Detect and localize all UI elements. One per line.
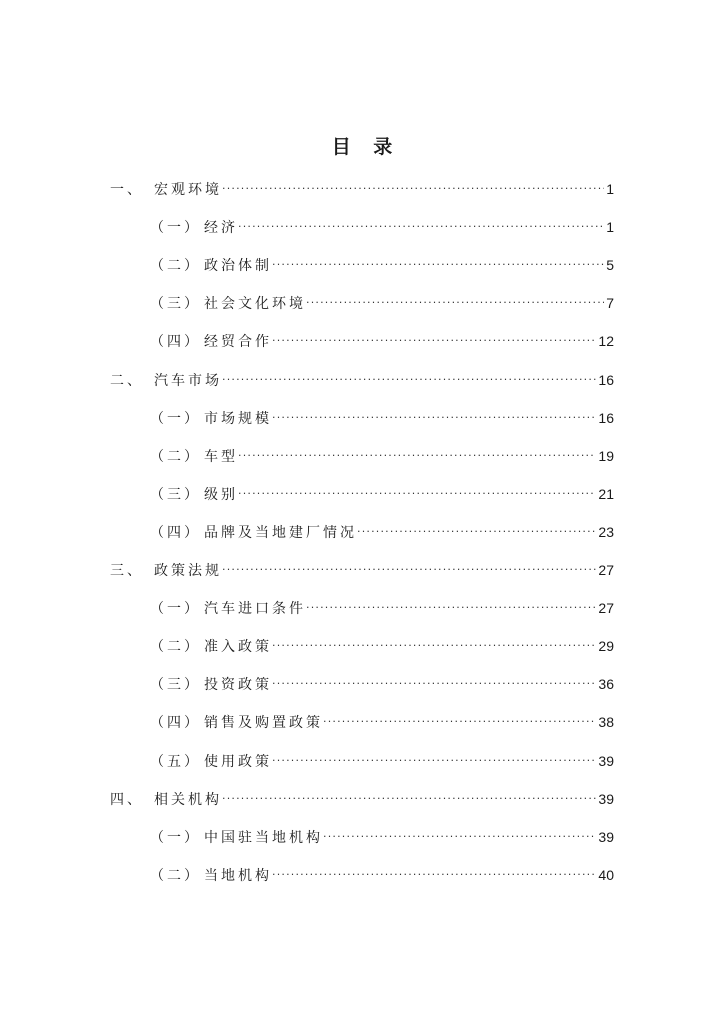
toc-subsection-entry[interactable] bbox=[150, 479, 614, 503]
toc-subsection-entry[interactable] bbox=[150, 631, 614, 655]
toc-dot-leader bbox=[238, 479, 596, 499]
toc-entry-label: 车型 bbox=[204, 449, 238, 465]
toc-page-number: 7 bbox=[606, 295, 614, 311]
toc-entry-number: 一、 bbox=[110, 182, 144, 198]
toc-entry-label: 市场规模 bbox=[204, 411, 272, 427]
toc-dot-leader bbox=[323, 822, 596, 842]
toc-dot-leader bbox=[238, 212, 604, 232]
toc-page-number: 29 bbox=[598, 638, 614, 654]
toc-section-entry[interactable] bbox=[110, 784, 614, 808]
toc-subsection-entry[interactable] bbox=[150, 212, 614, 236]
toc-entry-number: 三、 bbox=[110, 563, 144, 579]
toc-page-number: 27 bbox=[598, 600, 614, 616]
toc-dot-leader bbox=[272, 250, 604, 270]
toc-dot-leader bbox=[272, 669, 596, 689]
toc-entry-label: 宏观环境 bbox=[154, 182, 222, 198]
toc-entry-number: （四） bbox=[150, 334, 201, 350]
toc-page-number: 1 bbox=[606, 181, 614, 197]
toc-page-number: 39 bbox=[598, 829, 614, 845]
toc-entry-label: 当地机构 bbox=[204, 868, 272, 884]
toc-section-entry[interactable] bbox=[110, 365, 614, 389]
toc-dot-leader bbox=[357, 517, 596, 537]
toc-page-number: 12 bbox=[598, 333, 614, 349]
toc-entry-number: 四、 bbox=[110, 792, 144, 808]
toc-entry-number: （四） bbox=[150, 715, 201, 731]
toc-page-number: 38 bbox=[598, 714, 614, 730]
toc-subsection-entry[interactable] bbox=[150, 250, 614, 274]
toc-subsection-entry[interactable] bbox=[150, 441, 614, 465]
toc-section-entry[interactable] bbox=[110, 555, 614, 579]
toc-entry-label: 投资政策 bbox=[204, 677, 272, 693]
toc-page-number: 16 bbox=[598, 372, 614, 388]
toc-dot-leader bbox=[306, 288, 604, 308]
toc-entry-label: 汽车市场 bbox=[154, 373, 222, 389]
toc-title: 目 录 bbox=[331, 136, 401, 158]
toc-dot-leader bbox=[222, 555, 596, 575]
toc-entry-number: （二） bbox=[150, 868, 201, 884]
toc-subsection-entry[interactable] bbox=[150, 517, 614, 541]
toc-dot-leader bbox=[272, 403, 596, 423]
toc-entry-label: 经贸合作 bbox=[204, 334, 272, 350]
toc-entry-number: （三） bbox=[150, 487, 201, 503]
toc-dot-leader bbox=[238, 441, 596, 461]
toc-page-number: 36 bbox=[598, 676, 614, 692]
toc-entry-label: 准入政策 bbox=[204, 639, 272, 655]
toc-page-number: 5 bbox=[606, 257, 614, 273]
toc-entry-label: 政治体制 bbox=[204, 258, 272, 274]
toc-dot-leader bbox=[272, 631, 596, 651]
toc-entry-label: 相关机构 bbox=[154, 792, 222, 808]
toc-entry-number: （一） bbox=[150, 601, 201, 617]
toc-entry-label: 销售及购置政策 bbox=[204, 715, 323, 731]
toc-entry-number: （二） bbox=[150, 258, 201, 274]
toc-entry-number: （二） bbox=[150, 639, 201, 655]
toc-dot-leader bbox=[222, 174, 604, 194]
toc-entry-number: （一） bbox=[150, 830, 201, 846]
toc-page-number: 39 bbox=[598, 753, 614, 769]
toc-entry-label: 政策法规 bbox=[154, 563, 222, 579]
toc-entry-label: 汽车进口条件 bbox=[204, 601, 306, 617]
toc-dot-leader bbox=[272, 326, 596, 346]
toc-dot-leader bbox=[323, 707, 596, 727]
toc-page-number: 40 bbox=[598, 867, 614, 883]
toc-dot-leader bbox=[306, 593, 596, 613]
toc-entry-label: 经济 bbox=[204, 220, 238, 236]
toc-entry-number: （二） bbox=[150, 449, 201, 465]
toc-entry-number: （四） bbox=[150, 525, 201, 541]
toc-dot-leader bbox=[272, 860, 596, 880]
toc-entry-number: （三） bbox=[150, 296, 201, 312]
toc-subsection-entry[interactable] bbox=[150, 822, 614, 846]
toc-entry-label: 使用政策 bbox=[204, 754, 272, 770]
toc-page-number: 39 bbox=[598, 791, 614, 807]
toc-page-number: 23 bbox=[598, 524, 614, 540]
toc-dot-leader bbox=[222, 784, 596, 804]
toc-entry-number: 二、 bbox=[110, 373, 144, 389]
toc-page-number: 19 bbox=[598, 448, 614, 464]
toc-subsection-entry[interactable] bbox=[150, 860, 614, 884]
toc-page-number: 21 bbox=[598, 486, 614, 502]
toc-section-entry[interactable] bbox=[110, 174, 614, 198]
toc-entry-number: （五） bbox=[150, 754, 201, 770]
toc-subsection-entry[interactable] bbox=[150, 593, 614, 617]
toc-entry-label: 中国驻当地机构 bbox=[204, 830, 323, 846]
toc-page-number: 27 bbox=[598, 562, 614, 578]
toc-subsection-entry[interactable] bbox=[150, 326, 614, 350]
toc-entry-number: （一） bbox=[150, 411, 201, 427]
toc-page-number: 16 bbox=[598, 410, 614, 426]
toc-entry-label: 品牌及当地建厂情况 bbox=[204, 525, 357, 541]
toc-subsection-entry[interactable] bbox=[150, 746, 614, 770]
toc-subsection-entry[interactable] bbox=[150, 669, 614, 693]
toc-dot-leader bbox=[222, 365, 596, 385]
toc-entry-number: （三） bbox=[150, 677, 201, 693]
toc-subsection-entry[interactable] bbox=[150, 707, 614, 731]
toc-page-number: 1 bbox=[606, 219, 614, 235]
toc-entry-number: （一） bbox=[150, 220, 201, 236]
toc-entry-label: 社会文化环境 bbox=[204, 296, 306, 312]
toc-subsection-entry[interactable] bbox=[150, 403, 614, 427]
toc-dot-leader bbox=[272, 746, 596, 766]
toc-entry-label: 级别 bbox=[204, 487, 238, 503]
toc-subsection-entry[interactable] bbox=[150, 288, 614, 312]
